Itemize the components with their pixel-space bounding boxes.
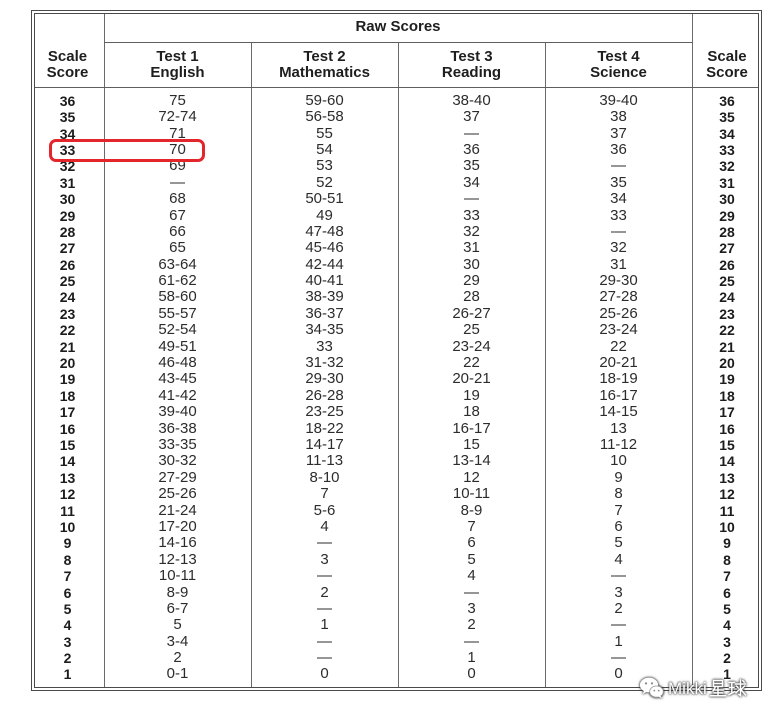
reading-raw-score: 20-21 [452, 370, 491, 388]
scale-score-right: 11 [719, 502, 735, 519]
english-raw-score: 55-57 [158, 304, 197, 322]
reading-raw-score: 29 [463, 272, 480, 290]
scale-score-left: 30 [59, 191, 76, 208]
table-row [31, 568, 762, 584]
scale-score-left: 9 [63, 535, 72, 552]
scale-score-right: 30 [719, 191, 735, 208]
watermark-glyph-xing [711, 681, 726, 696]
english-raw-score: 5 [173, 616, 182, 634]
scale-score-header-right-line1: Scale [707, 47, 747, 65]
scale-score-right: 14 [719, 453, 735, 470]
table-row [31, 355, 762, 371]
scale-score-left: 27 [59, 240, 76, 257]
science-raw-score: 6 [614, 517, 623, 535]
mathematics-raw-score: 0 [320, 665, 329, 683]
mathematics-raw-score: 52 [316, 173, 333, 191]
science-raw-score: 3 [614, 583, 623, 601]
english-raw-score: 41-42 [158, 386, 197, 404]
table-row [31, 404, 762, 420]
science-raw-score: — [611, 567, 626, 585]
english-raw-score: — [170, 173, 185, 191]
english-raw-score: 21-24 [158, 501, 197, 519]
table-row [31, 421, 762, 437]
scale-score-left: 24 [59, 289, 76, 306]
table-row [31, 240, 762, 256]
table-row [31, 339, 762, 355]
mathematics-raw-score: — [317, 567, 332, 585]
science-raw-score: 0 [614, 665, 623, 683]
english-raw-score: 12-13 [158, 550, 197, 568]
scale-score-left: 20 [59, 355, 76, 372]
scale-score-right: 6 [723, 584, 731, 601]
scale-score-right: 17 [719, 404, 735, 421]
scale-score-left: 18 [59, 387, 76, 404]
reading-raw-score: 1 [467, 649, 476, 667]
table-row [31, 273, 762, 289]
test-3-subject: Reading [441, 63, 502, 81]
mathematics-raw-score: 7 [320, 485, 329, 503]
mathematics-raw-score: 1 [320, 616, 329, 634]
reading-raw-score: 26-27 [452, 304, 491, 322]
scale-score-left: 7 [63, 568, 72, 585]
reading-raw-score: 34 [463, 173, 480, 191]
science-raw-score: 38 [610, 108, 627, 126]
mathematics-raw-score: 11-13 [305, 452, 344, 470]
science-raw-score: 37 [610, 124, 627, 142]
reading-raw-score: 8-9 [460, 501, 483, 519]
reading-raw-score: 22 [463, 354, 480, 372]
table-row [31, 306, 762, 322]
scale-score-left: 14 [59, 453, 76, 470]
table-row [31, 552, 762, 568]
table-row [31, 175, 762, 191]
mathematics-raw-score: 3 [320, 550, 329, 568]
table-row [31, 634, 762, 650]
scale-score-right: 4 [723, 617, 731, 634]
science-raw-score: 33 [610, 206, 627, 224]
english-raw-score: 75 [169, 91, 186, 109]
table-row [31, 650, 762, 666]
table-row [31, 519, 762, 535]
scale-score-right: 7 [723, 568, 731, 585]
mathematics-raw-score: 42-44 [305, 255, 344, 273]
english-raw-score: 3-4 [166, 632, 189, 650]
mathematics-raw-score: 56-58 [305, 108, 344, 126]
english-raw-score: 36-38 [158, 419, 197, 437]
scale-score-left: 12 [59, 486, 76, 503]
mathematics-raw-score: 31-32 [305, 354, 344, 372]
table-row [31, 289, 762, 305]
scale-score-header-right-line2: Score [706, 63, 748, 81]
table-row [31, 601, 762, 617]
scale-score-right: 16 [719, 420, 735, 437]
english-raw-score: 10-11 [158, 567, 197, 585]
english-raw-score: 58-60 [158, 288, 197, 306]
scale-score-right: 10 [719, 518, 735, 535]
mathematics-raw-score: 8-10 [309, 468, 340, 486]
scale-score-left: 19 [59, 371, 76, 388]
reading-raw-score: — [464, 190, 479, 208]
mathematics-raw-score: — [317, 534, 332, 552]
scale-score-right: 31 [719, 174, 735, 191]
scale-score-left: 13 [59, 469, 76, 486]
english-raw-score: 63-64 [158, 255, 197, 273]
reading-raw-score: 4 [467, 567, 476, 585]
scale-score-header-left [31, 42, 104, 87]
watermark-glyph-qiu [729, 680, 746, 696]
reading-raw-score: 38-40 [452, 91, 491, 109]
scale-score-right: 18 [719, 387, 735, 404]
scale-score-right: 25 [719, 273, 735, 290]
english-raw-score: 14-16 [158, 534, 197, 552]
scale-score-right: 9 [723, 535, 731, 552]
mathematics-raw-score: — [317, 649, 332, 667]
english-raw-score: 65 [169, 239, 186, 257]
scale-score-left: 8 [63, 551, 72, 568]
reading-raw-score: 3 [467, 599, 476, 617]
science-raw-score: 31 [610, 255, 627, 273]
mathematics-raw-score: 50-51 [305, 190, 344, 208]
mathematics-raw-score: — [317, 632, 332, 650]
science-raw-score: 22 [610, 337, 627, 355]
test-2-header [251, 42, 398, 87]
scale-score-right: 19 [719, 371, 735, 388]
score-table-body [31, 93, 762, 683]
table-row [31, 617, 762, 633]
english-raw-score: 67 [169, 206, 186, 224]
science-raw-score: — [611, 222, 626, 240]
scale-score-left: 36 [59, 92, 76, 109]
english-raw-score: 39-40 [158, 403, 197, 421]
science-raw-score: 14-15 [599, 403, 638, 421]
raw-scores-label: Raw Scores [355, 17, 441, 35]
english-raw-score: 71 [169, 124, 186, 142]
scale-score-right: 15 [719, 437, 735, 453]
mathematics-raw-score: 45-46 [305, 239, 344, 257]
test-1-subject: English [150, 63, 205, 81]
reading-raw-score: 36 [463, 140, 480, 158]
reading-raw-score: 30 [463, 255, 480, 273]
science-raw-score: 5 [614, 534, 623, 552]
english-raw-score: 69 [169, 157, 186, 175]
scale-score-header-left-line1: Scale [47, 47, 88, 65]
english-raw-score: 17-20 [158, 517, 197, 535]
scale-score-left: 21 [59, 338, 76, 355]
scale-score-right: 36 [719, 92, 735, 109]
scale-score-right: 5 [723, 600, 731, 617]
mathematics-raw-score: 4 [320, 517, 329, 535]
test-1-number: Test 1 [156, 47, 199, 65]
reading-raw-score: — [464, 632, 479, 650]
scale-score-left: 23 [59, 305, 76, 322]
highlight-box [49, 139, 205, 162]
science-raw-score: 23-24 [599, 321, 638, 339]
scale-score-right: 23 [719, 305, 735, 322]
mathematics-raw-score: 26-28 [305, 386, 344, 404]
mathematics-raw-score: 2 [320, 583, 329, 601]
scale-score-left: 35 [59, 109, 76, 126]
scale-score-right: 12 [719, 486, 735, 503]
english-raw-score: 46-48 [158, 354, 197, 372]
table-row [31, 388, 762, 404]
reading-raw-score: 33 [463, 206, 480, 224]
science-raw-score: 13 [610, 419, 627, 437]
reading-raw-score: 10-11 [452, 485, 491, 503]
science-raw-score: 18-19 [599, 370, 638, 388]
science-raw-score: 35 [610, 173, 627, 191]
scale-score-header-left-line2: Score [46, 63, 89, 81]
test-1-header [104, 42, 251, 87]
mathematics-raw-score: 49 [316, 206, 333, 224]
scale-score-right: 21 [719, 338, 735, 355]
scale-score-header-right [692, 42, 762, 87]
scale-score-left: 15 [59, 437, 76, 453]
reading-raw-score: 28 [463, 288, 480, 306]
reading-raw-score: 37 [463, 108, 480, 126]
science-raw-score: 39-40 [599, 91, 638, 109]
table-row [31, 109, 762, 125]
test-3-header [398, 42, 545, 87]
watermark-text: Mikki [668, 679, 707, 698]
reading-raw-score: 35 [463, 157, 480, 175]
science-raw-score: 32 [610, 239, 627, 257]
reading-raw-score: — [464, 124, 479, 142]
reading-raw-score: 5 [467, 550, 476, 568]
science-raw-score: 16-17 [599, 386, 638, 404]
english-raw-score: 66 [169, 222, 186, 240]
table-row [31, 535, 762, 551]
table-row [31, 437, 762, 453]
scale-score-right: 29 [719, 207, 735, 224]
science-raw-score: — [611, 649, 626, 667]
science-raw-score: 34 [610, 190, 627, 208]
english-raw-score: 0-1 [166, 665, 189, 683]
reading-raw-score: 23-24 [452, 337, 491, 355]
reading-raw-score: 7 [467, 517, 476, 535]
english-raw-score: 72-74 [158, 108, 197, 126]
english-raw-score: 49-51 [158, 337, 197, 355]
table-row [31, 453, 762, 469]
scale-score-right: 28 [719, 223, 735, 240]
table-row [31, 322, 762, 338]
mathematics-raw-score: — [317, 599, 332, 617]
test-4-header [545, 42, 692, 87]
english-raw-score: 27-29 [158, 468, 197, 486]
scale-score-right: 27 [719, 240, 735, 257]
mathematics-raw-score: 18-22 [305, 419, 344, 437]
reading-raw-score: 15 [463, 436, 480, 453]
header-divider [35, 87, 758, 88]
science-raw-score: 29-30 [599, 272, 638, 290]
science-raw-score: — [611, 157, 626, 175]
scale-score-right: 32 [719, 158, 735, 175]
mathematics-raw-score: 40-41 [305, 272, 344, 290]
english-raw-score: 2 [173, 649, 182, 667]
scale-score-right: 22 [719, 322, 735, 339]
english-raw-score: 6-7 [166, 599, 189, 617]
scale-score-left: 4 [63, 617, 72, 634]
scale-score-right: 26 [719, 256, 735, 273]
mathematics-raw-score: 59-60 [305, 91, 344, 109]
english-raw-score: 8-9 [166, 583, 189, 601]
reading-raw-score: 2 [467, 616, 476, 634]
science-raw-score: 1 [614, 632, 623, 650]
mathematics-raw-score: 33 [316, 337, 333, 355]
raw-scores-header [104, 11, 692, 42]
scale-score-left: 31 [59, 174, 76, 191]
scale-score-left: 10 [59, 518, 76, 535]
scale-score-left: 5 [63, 600, 72, 617]
scale-score-right: 13 [719, 469, 735, 486]
scale-score-left: 25 [59, 273, 76, 290]
reading-raw-score: 25 [463, 321, 480, 339]
science-raw-score: 27-28 [599, 288, 638, 306]
scale-score-left: 6 [63, 584, 72, 601]
english-raw-score: 43-45 [158, 370, 197, 388]
scale-score-right: 1 [723, 666, 731, 683]
wechat-icon [641, 678, 664, 698]
mathematics-raw-score: 14-17 [305, 436, 344, 453]
table-row [31, 257, 762, 273]
scale-score-left: 11 [60, 502, 75, 519]
table-row [31, 503, 762, 519]
scale-score-left: 3 [63, 633, 72, 650]
test-4-number: Test 4 [597, 47, 640, 65]
science-raw-score: 8 [614, 485, 623, 503]
reading-raw-score: 0 [467, 665, 476, 683]
scale-score-left: 2 [63, 650, 72, 667]
english-raw-score: 70 [169, 140, 186, 158]
table-row [31, 470, 762, 486]
table-row [31, 585, 762, 601]
science-raw-score: 25-26 [599, 304, 638, 322]
science-raw-score: 4 [614, 550, 623, 568]
table-row [31, 208, 762, 224]
science-raw-score: 9 [614, 468, 623, 486]
science-raw-score: 7 [614, 501, 623, 519]
watermark [636, 672, 760, 702]
mathematics-raw-score: 5-6 [313, 501, 336, 519]
science-raw-score: 10 [610, 452, 627, 470]
mathematics-raw-score: 36-37 [305, 304, 344, 322]
reading-raw-score: 18 [463, 403, 480, 421]
mathematics-raw-score: 53 [316, 157, 333, 175]
scale-score-right: 2 [723, 650, 731, 667]
english-raw-score: 52-54 [158, 321, 197, 339]
mathematics-raw-score: 29-30 [305, 370, 344, 388]
scale-score-left: 28 [59, 223, 76, 240]
test-2-subject: Mathematics [279, 63, 370, 81]
table-row [31, 486, 762, 502]
scale-score-right: 24 [719, 289, 735, 306]
table-row [31, 191, 762, 207]
science-raw-score: 20-21 [599, 354, 638, 372]
reading-raw-score: 32 [463, 222, 480, 240]
scale-score-left: 22 [59, 322, 76, 339]
table-row [31, 371, 762, 387]
scale-score-left: 29 [59, 207, 76, 224]
reading-raw-score: 31 [463, 239, 480, 257]
test-2-number: Test 2 [303, 47, 346, 65]
english-raw-score: 33-35 [158, 436, 197, 453]
science-raw-score: 36 [610, 140, 627, 158]
reading-raw-score: — [464, 583, 479, 601]
english-raw-score: 68 [169, 190, 186, 208]
english-raw-score: 25-26 [158, 485, 197, 503]
scale-score-left: 1 [63, 666, 72, 683]
science-raw-score: 2 [614, 599, 623, 617]
mathematics-raw-score: 54 [316, 140, 333, 158]
test-3-number: Test 3 [450, 47, 493, 65]
scale-score-left: 32 [59, 158, 76, 175]
mathematics-raw-score: 23-25 [305, 403, 344, 421]
test-4-subject: Science [590, 63, 647, 81]
scale-score-right: 35 [719, 109, 735, 126]
reading-raw-score: 6 [467, 534, 476, 552]
reading-raw-score: 12 [463, 468, 480, 486]
science-raw-score: — [611, 616, 626, 634]
mathematics-raw-score: 38-39 [305, 288, 344, 306]
scale-score-left: 17 [59, 404, 76, 421]
scale-score-right: 3 [723, 633, 731, 650]
reading-raw-score: 16-17 [452, 419, 491, 437]
scale-score-right: 34 [719, 125, 735, 142]
scale-score-right: 33 [719, 141, 735, 158]
english-raw-score: 61-62 [158, 272, 197, 290]
scale-score-right: 20 [719, 355, 735, 372]
scale-score-left: 16 [59, 420, 76, 437]
reading-raw-score: 19 [463, 386, 480, 404]
mathematics-raw-score: 34-35 [305, 321, 344, 339]
scale-score-left: 33 [59, 141, 76, 158]
table-row [31, 93, 762, 109]
table-row [31, 224, 762, 240]
scale-score-left: 26 [59, 256, 76, 273]
mathematics-raw-score: 55 [316, 124, 333, 142]
mathematics-raw-score: 47-48 [305, 222, 344, 240]
scale-score-left: 34 [59, 125, 76, 142]
reading-raw-score: 13-14 [452, 452, 491, 470]
science-raw-score: 11-12 [599, 436, 638, 453]
scale-score-right: 8 [723, 551, 731, 568]
english-raw-score: 30-32 [158, 452, 197, 470]
